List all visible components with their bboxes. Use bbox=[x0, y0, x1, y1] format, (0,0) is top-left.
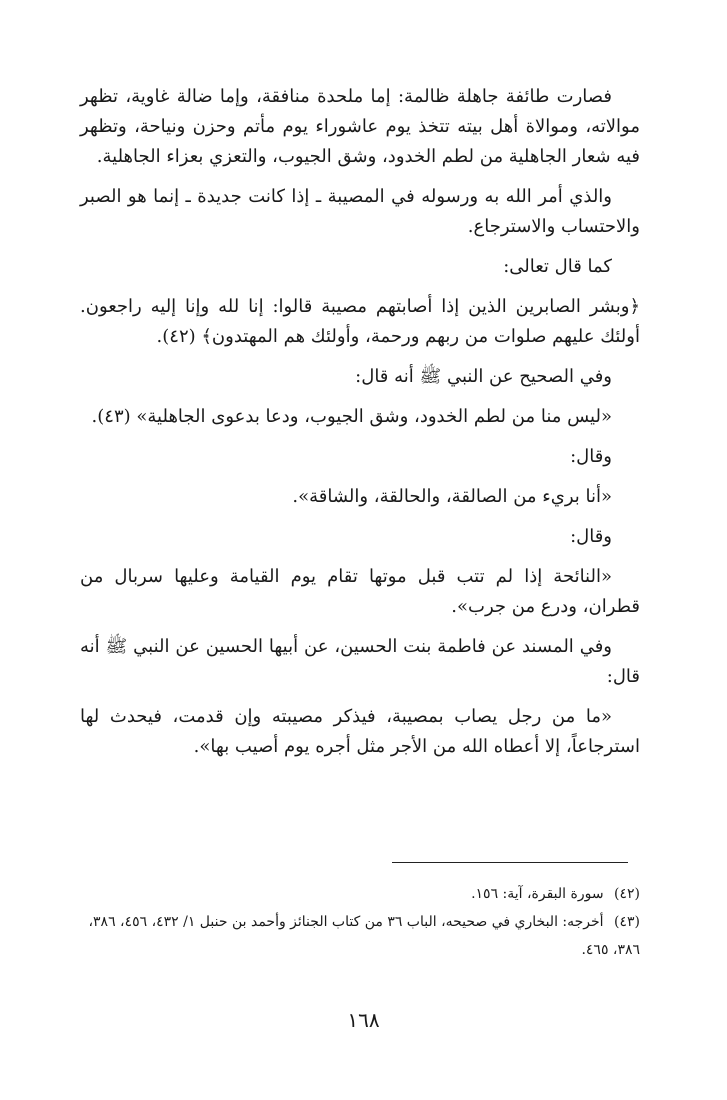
hadith-4: «ما من رجل يصاب بمصيبة، فيذكر مصيبته وإن قدمت، فيحدث لها استرجاعاً، إلا أعطاه الله من الأجر مثل أجره يوم أصيب بها». bbox=[80, 706, 640, 757]
paragraph-5: وفي الصحيح عن النبي ﷺ أنه قال: bbox=[355, 366, 612, 387]
said-label-1: وقال: bbox=[570, 446, 612, 467]
footnote-text: أخرجه: البخاري في صحيحه، الباب ٣٦ من كتاب الجنائز وأحمد بن حنبل ١/ ٤٣٢، ٤٥٦، ٣٨٦، ٣٨٦، ٤٦٥. bbox=[88, 914, 640, 958]
footnotes bbox=[80, 880, 640, 964]
page-body bbox=[80, 82, 640, 772]
footnote-number: (٤٣) bbox=[614, 914, 640, 930]
footnote-text: سورة البقرة، آية: ١٥٦. bbox=[471, 886, 604, 902]
quran-quote: ﴿وبشر الصابرين الذين إذا أصابتهم مصيبة قالوا: إنا لله وإنا إليه راجعون. أولئك عليهم صلوات من ربهم ورحمة، وأولئك هم المهتدون﴾ (٤٢). bbox=[80, 296, 640, 347]
hadith-1: «ليس منا من لطم الخدود، وشق الجيوب، ودعا بدعوى الجاهلية» (٤٣). bbox=[91, 406, 612, 427]
footnote-42 bbox=[80, 880, 640, 908]
footnote-number: (٤٢) bbox=[614, 886, 640, 902]
paragraph-1: فصارت طائفة جاهلة ظالمة: إما ملحدة منافقة، وإما ضالة غاوية، تظهر موالاته، وموالاة أهل بيته تتخذ يوم عاشوراء يوم مأتم وحزن ونياحة، وتظهر فيه شعار الجاهلية من لطم الخدود، وشق الجيوب، والتعزي بعزاء الجاهلية. bbox=[80, 86, 640, 167]
page-number: ١٦٨ bbox=[347, 1008, 380, 1032]
paragraph-3: كما قال تعالى: bbox=[503, 256, 612, 277]
footnote-43 bbox=[80, 908, 640, 964]
footnote-divider bbox=[392, 862, 628, 863]
said-label-2: وقال: bbox=[570, 526, 612, 547]
hadith-2: «أنا بريء من الصالقة، والحالقة، والشاقة». bbox=[292, 486, 612, 507]
paragraph-2: والذي أمر الله به ورسوله في المصيبة ـ إذا كانت جديدة ـ إنما هو الصبر والاحتساب والاسترجاع. bbox=[80, 186, 640, 237]
paragraph-11: وفي المسند عن فاطمة بنت الحسين، عن أبيها الحسين عن النبي ﷺ أنه قال: bbox=[80, 636, 640, 687]
hadith-3: «النائحة إذا لم تتب قبل موتها تقام يوم القيامة وعليها سربال من قطران، ودرع من جرب». bbox=[80, 566, 640, 617]
